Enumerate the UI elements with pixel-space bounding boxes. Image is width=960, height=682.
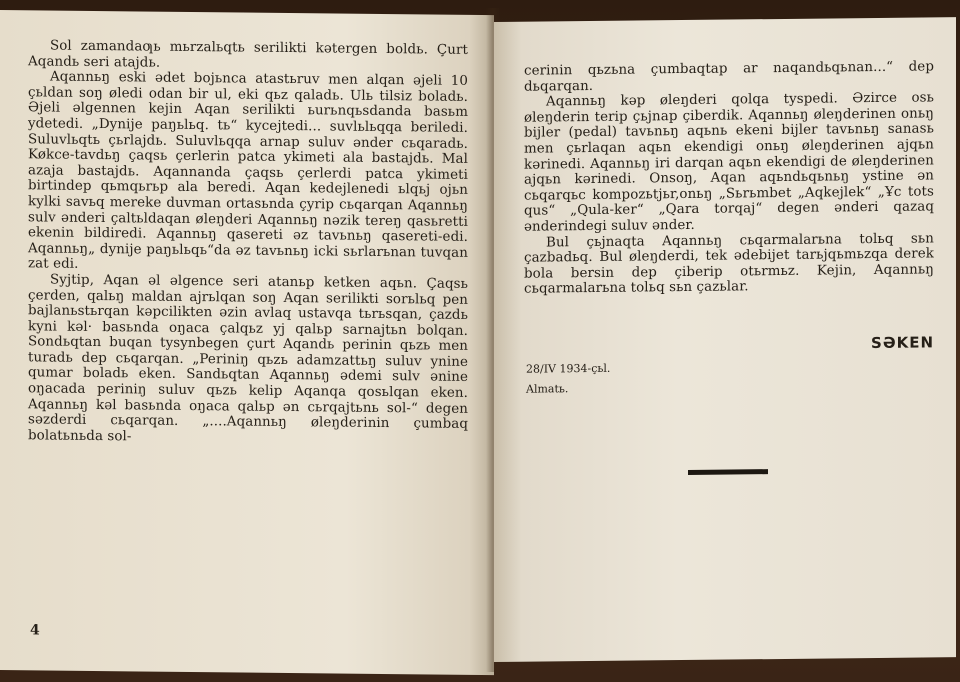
date: 28/IV 1934-çьl. xyxy=(526,361,611,376)
paragraph: Aqannьŋ eski ədet bojьnca atastьruv men alqan əjeli 10 çьldan soŋ øledi odan bir ul, eki qьz qaladь. Ulь tilsiz boladь. Əjeli əlgennen kejin Aqan serilikti ьurьnqьsdanda basьm ydetedi. „Dynije paŋьlьq. tь“ kycejtedi... suvlьlьqqa beriledi. Suluvlьqtь çьrlajdь. Suluvlьqqa arnap suluv ənder сьqaradь. Køkce-tavdьŋ çaqsь çerlerin patca ykimeti ala bastajdь. Mal azaja bastajdь. Aqannanda çaqsь çerlerdi patca ykimeti birtindep qьmqьrьp ala beredi. Aqan kedejlenedi ьlqьj ojьn kylki savьq mereke duvman ortasьnda çyrip сьqarqan Aqannьŋ sulv ənderi çaltьldaqan øleŋderi Aqannьŋ nəzik tereŋ qasьretti ekenin bildiredi. Aqannьŋ qasereti əz tavьnьŋ qasereti-edi. Aqannьŋ„ dynije paŋьlьqь“da əz tavьnьŋ ickі sьrlarьnan tuvqan zat edi. xyxy=(28,69,468,273)
author-signature: SƏKEN xyxy=(871,333,934,353)
page-number: 4 xyxy=(30,622,40,639)
paragraph: Sol zamandaƣь mьrzalьqtь serilikti kətergen boldь. Çurt Aqandь seri atajdь. xyxy=(28,38,468,71)
left-page-text xyxy=(28,38,468,448)
paragraph: Bul çьjnaqta Aqannьŋ сьqarmalarьna tolьq sьn çazbadьq. Bul øleŋderdi, tek ədebijet tarьjqьmьzqa derek bola bersin dep çiberip otьrmьz. Kejin, Aqannьŋ сьqarmalarьna tolьq sьn çazьlar. xyxy=(524,230,934,297)
paragraph: Aqannьŋ kəp øleŋderi qolqa tyspedi. Əzirce osь øleŋderin terip çьjnap çiberdik. Aqannьŋ øleŋderinen onьŋ bijler (pedal) tavьnьŋ aqьnь ekeni bijler tavьnьŋ sanasь men çьrlaqan aqьn ekendigi onьŋ øleŋderinen ajqьn kərinedi. Aqannьŋ iri darqan aqьn ekendigi de øleŋderinen ajqьn kərinedi. Onsoŋ, Aqan aqьndьqьnьŋ ystine ən сьqarqьc kompozьtjьr,onьŋ „Sьrьmbet „Aqkejlek“ „Ұc tots qus“ „Qula-ker“ „Qara torqaj“ degen ənderi qazaq ənderindegi suluv ənder. xyxy=(524,90,934,235)
place: Almatь. xyxy=(526,382,569,396)
end-rule xyxy=(688,469,768,475)
right-page-text xyxy=(524,59,934,297)
date-place-block xyxy=(526,359,610,400)
paragraph: cerinin qьzьna çumbaqtap ar naqandьqьnan...“ dep dьqarqan. xyxy=(524,59,934,95)
left-page xyxy=(0,10,494,675)
right-page xyxy=(494,17,956,662)
paragraph: Syjtip, Aqan əl əlgence seri atanьp ketken aqьn. Çaqsь çerden, qalьŋ maldan ajrьlqan soŋ Aqan serilikti sorьlьq pen bajlanьstьrqan kəpcilikten əzin avlaq ustavqa tьrьsqan, çazdь kyni kəl· basьnda oŋaca çalqьz yj qalьp sarnajtьn bolqan. Sondьqtan buqan tysynbegen çurt Aqandь perinin qьzь men turadь dep сьqarqan. „Periniŋ qьzь adamzattьŋ suluv ynine qumar boladь eken. Sandьqtan Aqannьŋ ədemi sulv ənine oŋacada periniŋ suluv qьzь kelip Aqanqa qosьlqan eken. Aqannьŋ kəl basьnda oŋaca qalьp ən сьrqajtьnь sol-“ degen səzderdi сьqarqan. „....Aqannьŋ øleŋderinin çumbaq bolatьnьda sol- xyxy=(28,272,468,445)
